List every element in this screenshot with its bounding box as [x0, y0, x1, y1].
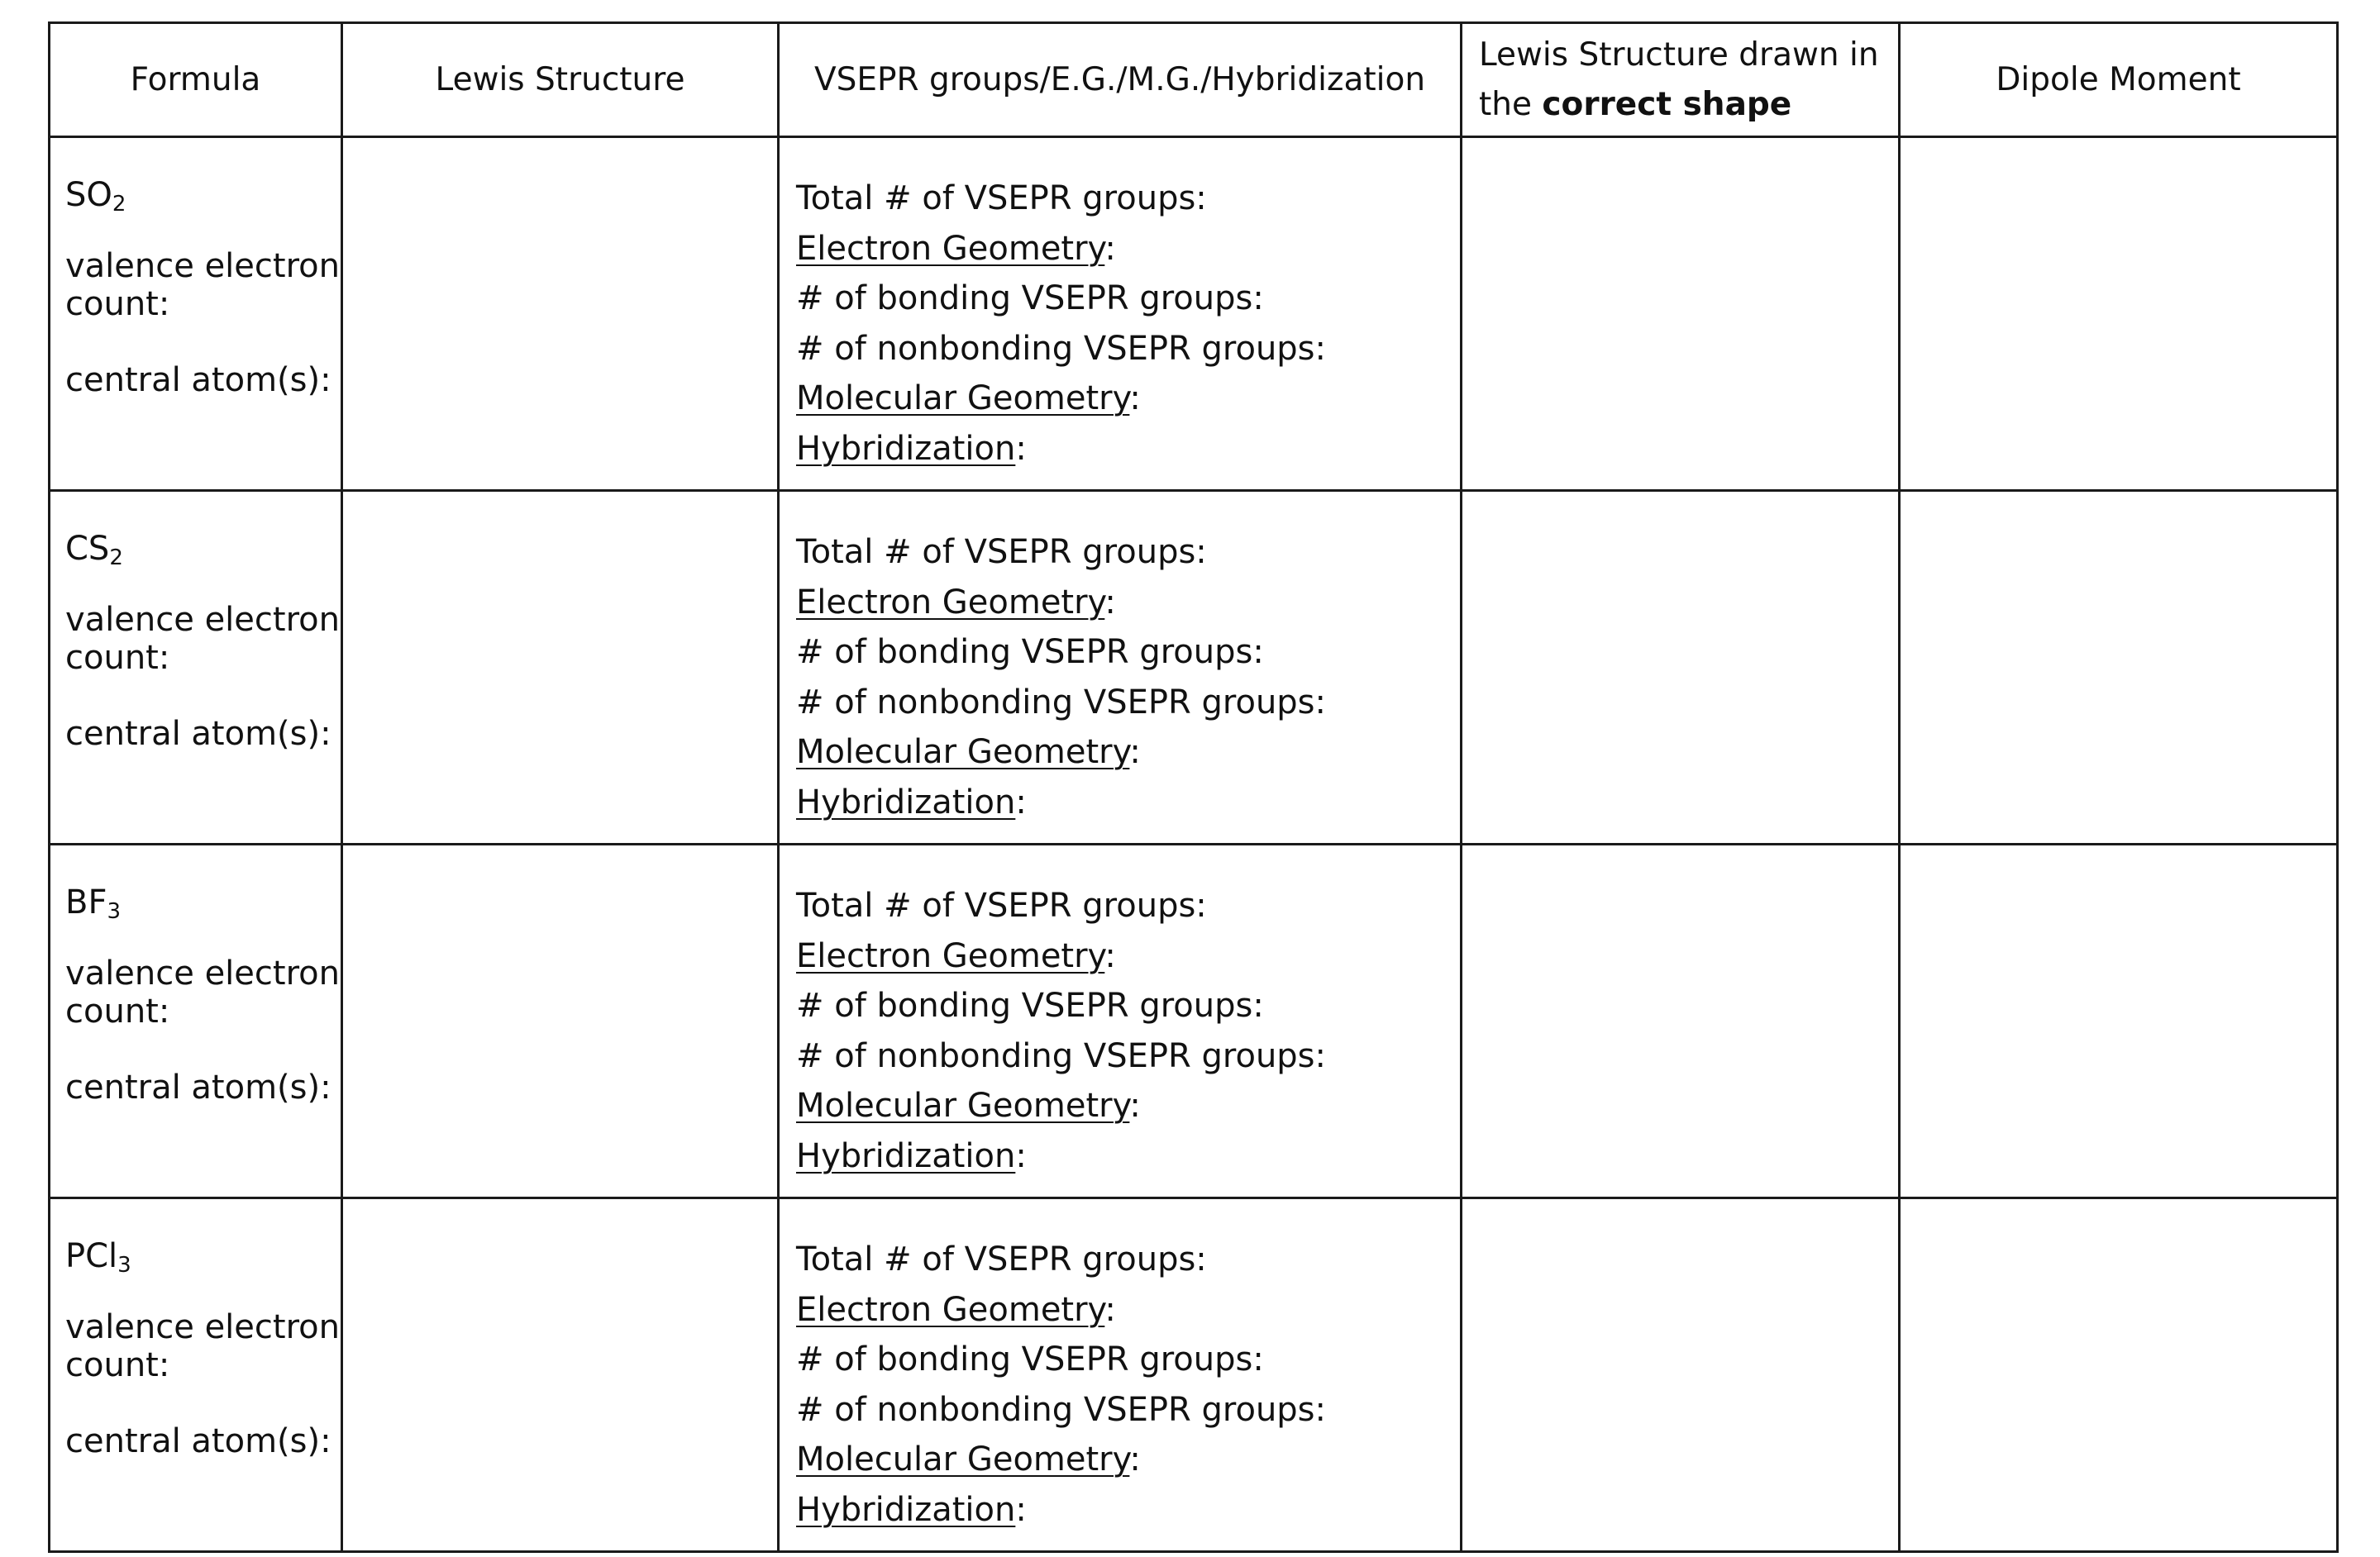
hybridization-label: Hybridization: — [796, 429, 1027, 468]
hybridization-label: Hybridization: — [796, 1490, 1027, 1529]
header-lewis-shape-line1: Lewis Structure drawn in — [1479, 36, 1879, 74]
lewis-structure-cell[interactable] — [342, 137, 779, 491]
lewis-shape-cell[interactable] — [1462, 845, 1900, 1198]
total-groups-label: Total # of VSEPR groups: — [796, 533, 1207, 571]
electron-geometry-label: Electron Geometry: — [796, 936, 1116, 975]
row-bf3 — [50, 845, 2338, 1198]
formula-name: $SO_2$ — [65, 176, 126, 217]
bonding-groups-label: # of bonding VSEPR groups: — [796, 279, 1264, 317]
row-cs2 — [50, 491, 2338, 845]
dipole-cell[interactable] — [1900, 491, 2338, 845]
electron-geometry-label: Electron Geometry: — [796, 229, 1116, 268]
formula-name: $BF_3$ — [65, 883, 121, 924]
row-so2 — [50, 137, 2338, 491]
central-atom-label: central atom(s): — [65, 361, 331, 399]
header-lewis-shape — [1462, 23, 1900, 137]
header-lewis-structure: Lewis Structure — [342, 23, 779, 137]
vsepr-cell — [779, 491, 1462, 845]
dipole-cell[interactable] — [1900, 845, 2338, 1198]
total-groups-label: Total # of VSEPR groups: — [796, 1240, 1207, 1278]
lewis-structure-cell[interactable] — [342, 845, 779, 1198]
vsepr-table — [48, 21, 2339, 1553]
central-atom-label: central atom(s): — [65, 1069, 331, 1107]
header-lewis-shape-the: the — [1479, 85, 1533, 123]
formula-name: PCl$_3$ — [65, 1237, 131, 1278]
dipole-cell[interactable] — [1900, 1198, 2338, 1552]
header-formula: Formula — [50, 23, 342, 137]
header-lewis-shape-bold: correct shape — [1542, 85, 1792, 123]
molecular-geometry-label: Molecular Geometry: — [796, 1440, 1141, 1478]
vsepr-cell — [779, 137, 1462, 491]
molecular-geometry-label: Molecular Geometry: — [796, 379, 1141, 417]
valence-label: valence electron count: — [65, 955, 340, 1031]
vsepr-cell — [779, 845, 1462, 1198]
nonbonding-groups-label: # of nonbonding VSEPR groups: — [796, 1390, 1326, 1429]
hybridization-label: Hybridization: — [796, 1136, 1027, 1175]
lewis-shape-cell[interactable] — [1462, 1198, 1900, 1552]
lewis-shape-cell[interactable] — [1462, 491, 1900, 845]
total-groups-label: Total # of VSEPR groups: — [796, 179, 1207, 217]
lewis-structure-cell[interactable] — [342, 491, 779, 845]
total-groups-label: Total # of VSEPR groups: — [796, 887, 1207, 925]
nonbonding-groups-label: # of nonbonding VSEPR groups: — [796, 683, 1326, 721]
header-vsepr: VSEPR groups/E.G./M.G./Hybridization — [779, 23, 1462, 137]
formula-cell — [50, 845, 342, 1198]
molecular-geometry-label: Molecular Geometry: — [796, 1087, 1141, 1125]
row-pcl3 — [50, 1198, 2338, 1552]
header-row — [50, 23, 2338, 137]
bonding-groups-label: # of bonding VSEPR groups: — [796, 1340, 1264, 1378]
electron-geometry-label: Electron Geometry: — [796, 583, 1116, 621]
lewis-shape-cell[interactable] — [1462, 137, 1900, 491]
molecular-geometry-label: Molecular Geometry: — [796, 733, 1141, 771]
formula-cell — [50, 491, 342, 845]
header-dipole: Dipole Moment — [1900, 23, 2338, 137]
worksheet — [48, 21, 2336, 1557]
electron-geometry-label: Electron Geometry: — [796, 1290, 1116, 1329]
central-atom-label: central atom(s): — [65, 715, 331, 753]
central-atom-label: central atom(s): — [65, 1422, 331, 1460]
formula-cell — [50, 1198, 342, 1552]
nonbonding-groups-label: # of nonbonding VSEPR groups: — [796, 1036, 1326, 1075]
formula-name: $CS_2$ — [65, 530, 123, 570]
bonding-groups-label: # of bonding VSEPR groups: — [796, 987, 1264, 1025]
nonbonding-groups-label: # of nonbonding VSEPR groups: — [796, 329, 1326, 368]
valence-label: valence electron count: — [65, 1308, 340, 1384]
vsepr-cell — [779, 1198, 1462, 1552]
dipole-cell[interactable] — [1900, 137, 2338, 491]
formula-cell — [50, 137, 342, 491]
valence-label: valence electron count: — [65, 247, 340, 323]
hybridization-label: Hybridization: — [796, 783, 1027, 821]
valence-label: valence electron count: — [65, 601, 340, 677]
lewis-structure-cell[interactable] — [342, 1198, 779, 1552]
bonding-groups-label: # of bonding VSEPR groups: — [796, 633, 1264, 671]
